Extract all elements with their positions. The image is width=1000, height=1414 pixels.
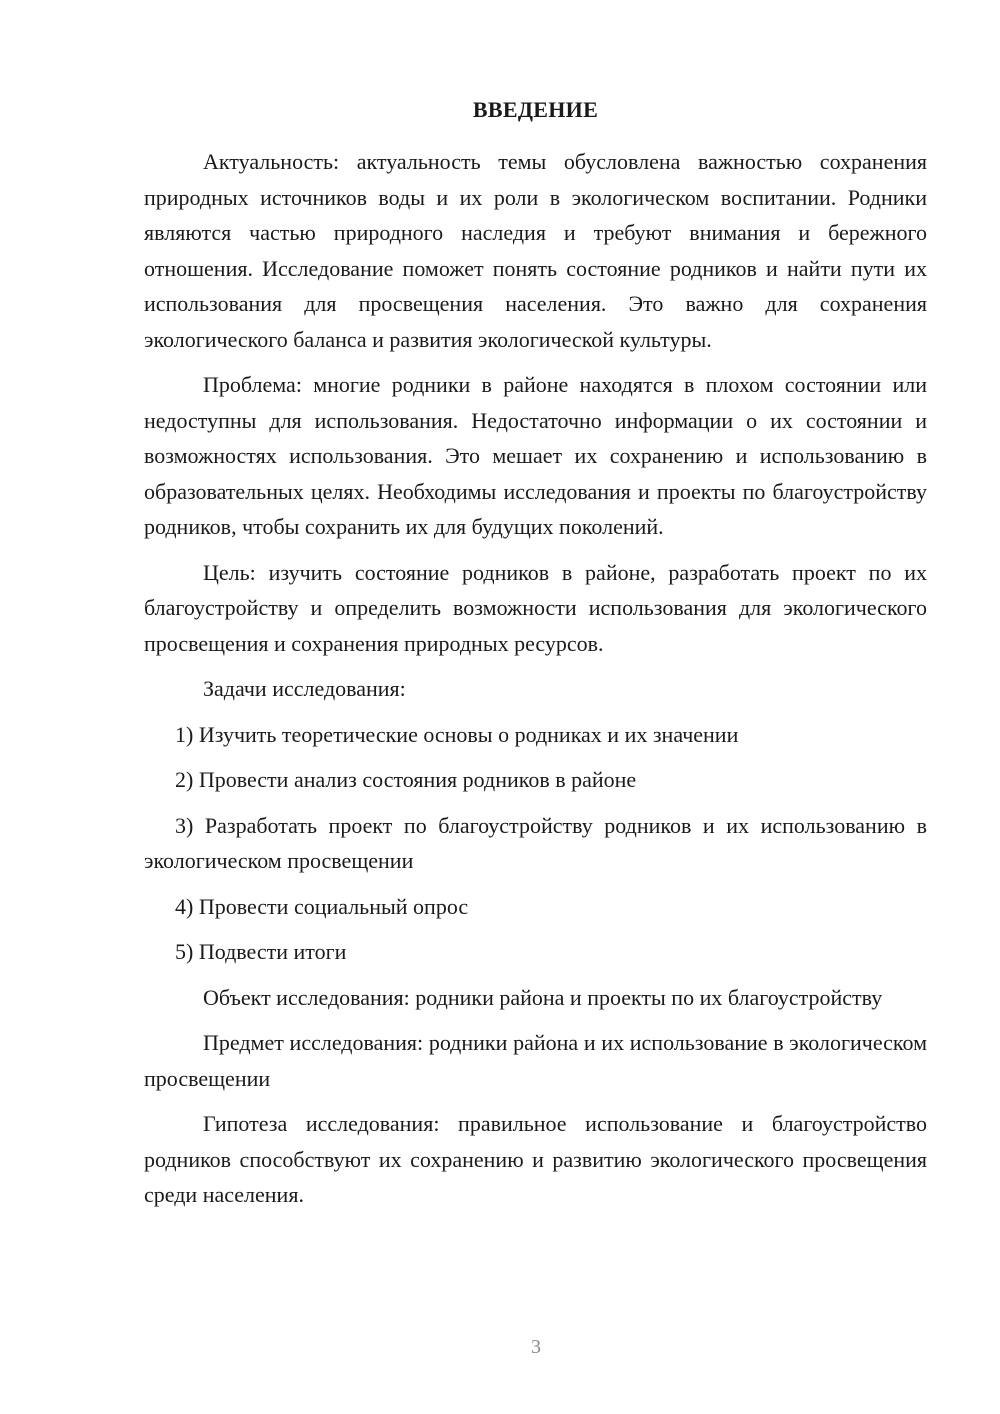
list-item: 1) Изучить теоретические основы о родниках и их значении [175, 721, 739, 747]
list-item: 4) Провести социальный опрос [175, 893, 469, 919]
tasks-heading: Задачи исследования: [203, 676, 406, 701]
paragraph-problem: Проблема: многие родники в районе находятся в плохом состоянии или недоступны для использования. Недостаточно информации о их состоянии и возможностях использования. Это мешает их сохранению и использованию в образовательных целях. Необходимы исследования и проекты по благоустройству родников, чтобы сохранить их для будущих поколений. [144, 372, 927, 539]
tasks-list [144, 717, 927, 970]
paragraph-relevance: Актуальность: актуальность темы обусловлена важностью сохранения природных источников воды и их роли в экологическом воспитании. Родники являются частью природного наследия и требуют внимания и бережного отношения. Исследование поможет понять состояние родников и найти пути их использования для просвещения населения. Это важно для сохранения экологического баланса и развития экологической культуры. [144, 149, 927, 352]
paragraph-goal: Цель: изучить состояние родников в районе, разработать проект по их благоустройству и определить возможности использования для экологического просвещения и сохранения природных ресурсов. [144, 559, 927, 656]
list-item: 3) Разработать проект по благоустройству родников и их использованию в экологическом просвещении [144, 812, 927, 873]
page-number: 3 [531, 1336, 541, 1358]
paragraph-hypothesis: Гипотеза исследования: правильное использование и благоустройство родников способствуют их сохранению и развитию экологического просвещения среди населения. [144, 1111, 927, 1207]
paragraph-subject: Предмет исследования: родники района и их использование в экологическом просвещении [144, 1030, 927, 1091]
section-title: ВВЕДЕНИЕ [472, 97, 599, 122]
document-page [144, 96, 927, 1223]
list-item: 2) Провести анализ состояния родников в районе [175, 767, 637, 792]
paragraph-object: Объект исследования: родники района и проекты по их благоустройству [203, 984, 883, 1010]
list-item: 5) Подвести итоги [175, 939, 347, 964]
